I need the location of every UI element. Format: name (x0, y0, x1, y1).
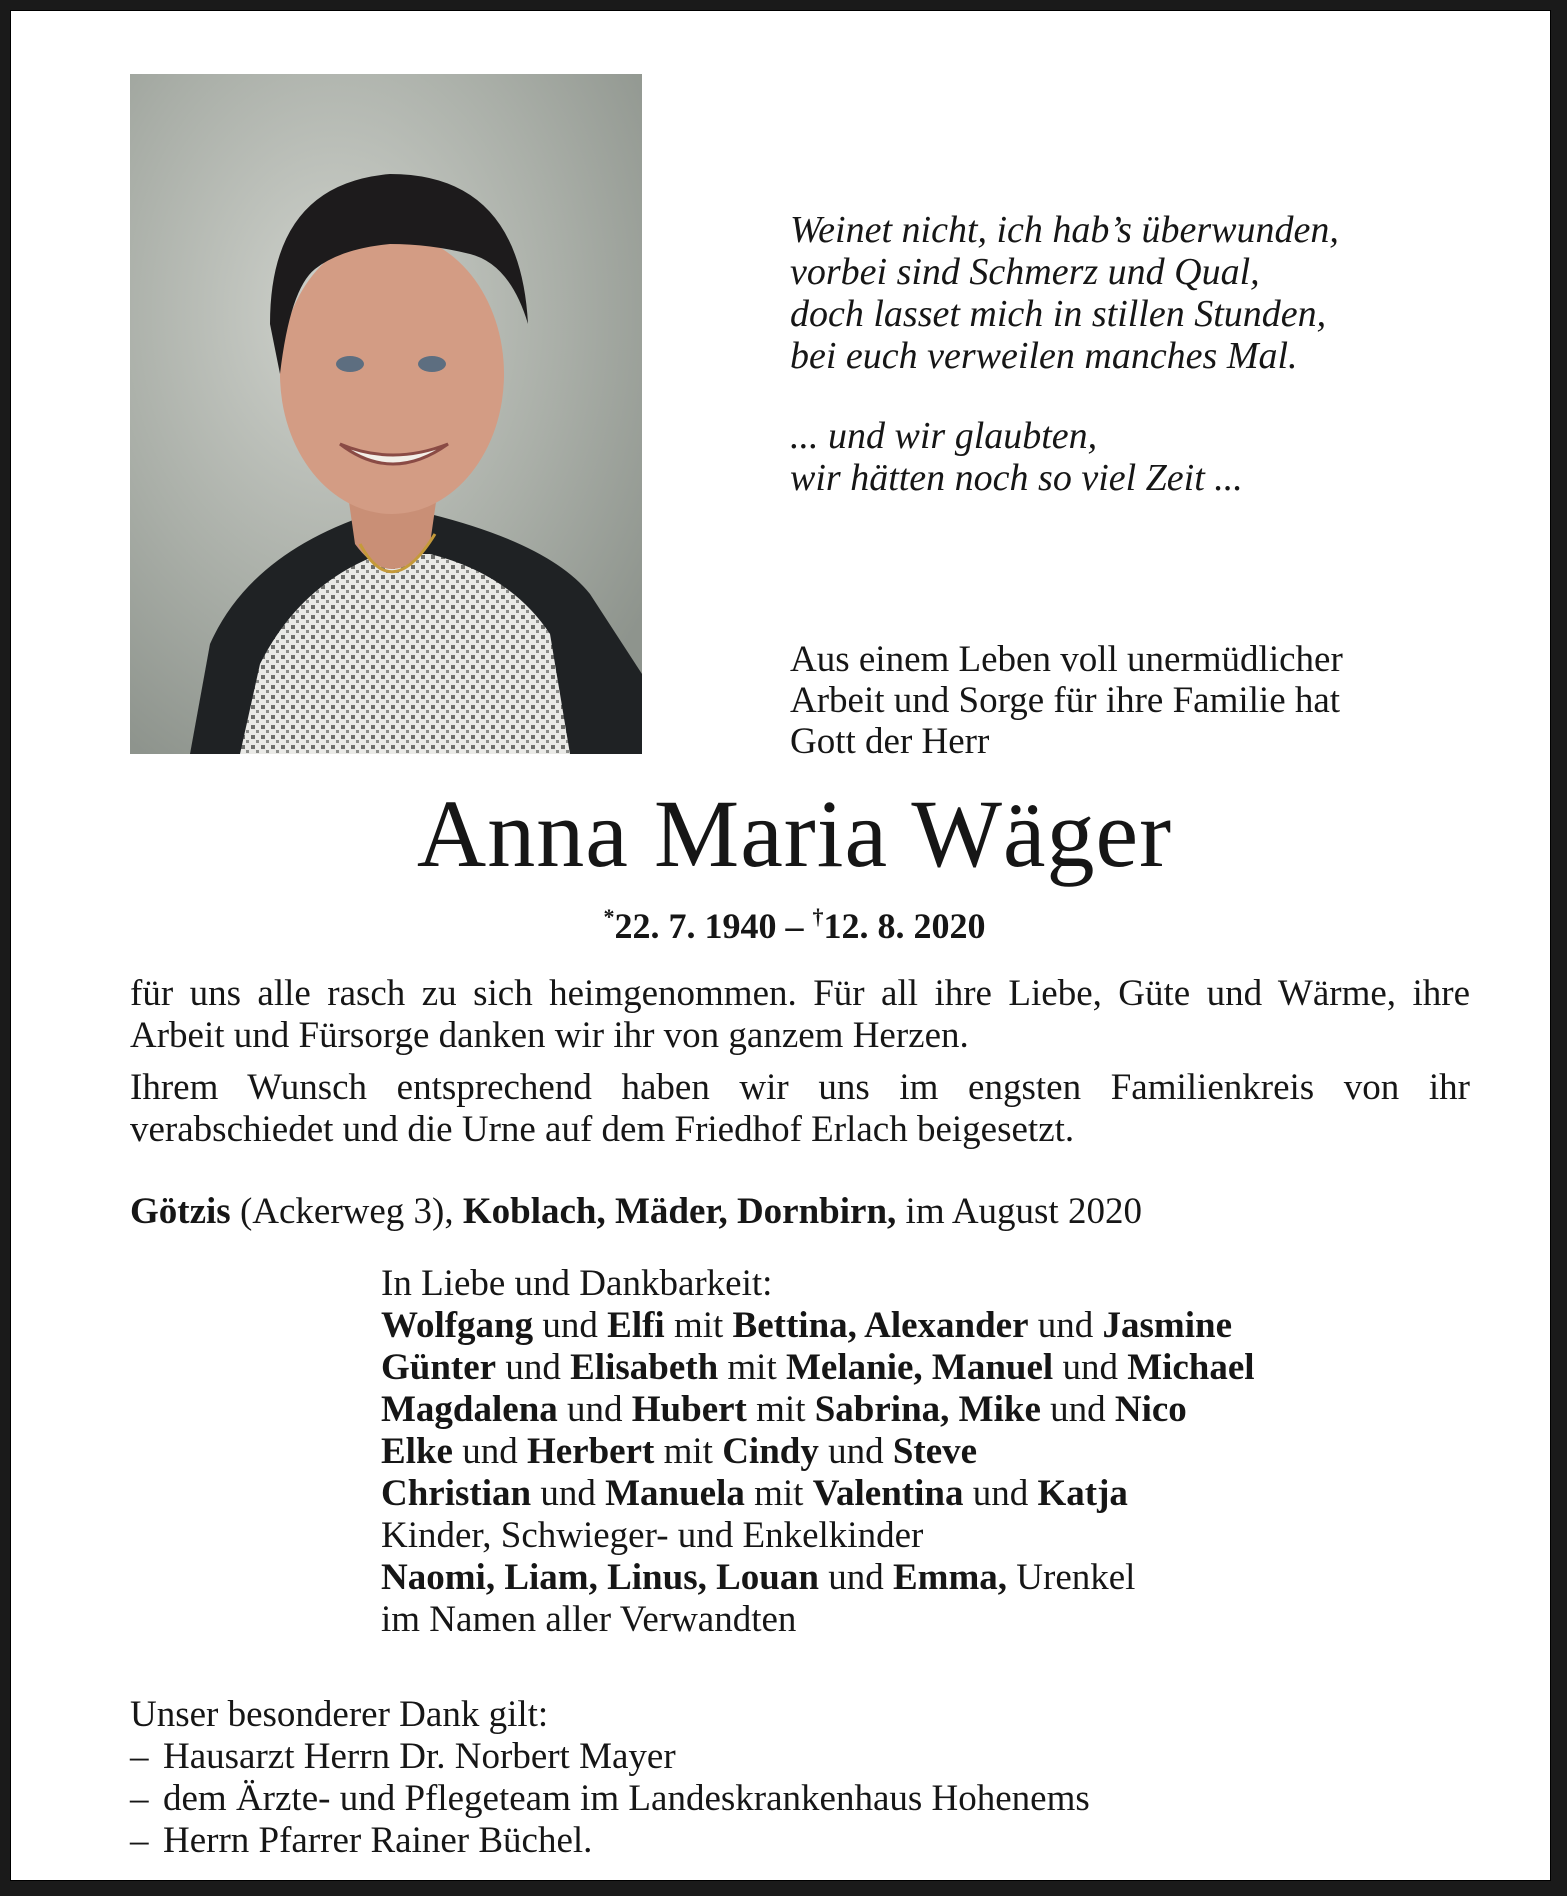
family-name: Nico (1114, 1389, 1187, 1430)
family-heading: In Liebe und Dankbarkeit: (381, 1263, 773, 1304)
death-date: 12. 8. 2020 (823, 906, 986, 946)
obituary-notice (10, 10, 1551, 1881)
family-line (381, 1431, 1255, 1473)
portrait-photo (130, 74, 642, 754)
family-name: Herbert (526, 1431, 655, 1472)
family-name: Magdalena (381, 1389, 558, 1430)
family-closing: im Namen aller Verwandten (381, 1599, 797, 1640)
birth-date: 22. 7. 1940 (614, 906, 777, 946)
family-line (381, 1557, 1255, 1599)
intro-line: Aus einem Leben voll unermüdlicher (790, 639, 1343, 680)
family-name: Sabrina, Mike (814, 1389, 1041, 1430)
family-connector: mit (744, 1473, 813, 1514)
poem (790, 209, 1339, 537)
poem-line: ... und wir glaubten, (790, 415, 1098, 457)
thanks-item (130, 1820, 1090, 1862)
family-name: Bettina, Alexander (732, 1305, 1029, 1346)
family-connector: und (496, 1347, 571, 1388)
family-connector: und (533, 1305, 608, 1346)
family-connector: und (818, 1557, 893, 1598)
birth-symbol: * (603, 904, 615, 929)
thanks-item-text: dem Ärzte- und Pflegeteam im Landeskrankenhaus Hohenems (163, 1778, 1090, 1819)
thanks-item-text: Herrn Pfarrer Rainer Büchel. (163, 1820, 593, 1861)
family-connector: und (1040, 1389, 1115, 1430)
family-name: Jasmine (1102, 1305, 1233, 1346)
family-connector: und (963, 1473, 1038, 1514)
family-name: Naomi, Liam, Linus, Louan (381, 1557, 819, 1598)
place-address: (Ackerweg 3), (230, 1191, 463, 1232)
place-date: im August 2020 (896, 1191, 1142, 1232)
family-connector: und (1053, 1347, 1128, 1388)
family-name: Christian (381, 1473, 532, 1514)
family-name: Valentina (812, 1473, 964, 1514)
family-connector: und (557, 1389, 632, 1430)
family-name: Elfi (607, 1305, 665, 1346)
family-name: Katja (1037, 1473, 1128, 1514)
family-line (381, 1347, 1255, 1389)
place-towns: Koblach, Mäder, Dornbirn, (462, 1191, 897, 1232)
life-dates (11, 895, 1567, 948)
family-name: Cindy (722, 1431, 819, 1472)
family-name: Elisabeth (570, 1347, 719, 1388)
family-relatives: Kinder, Schwieger- und Enkelkinder (381, 1515, 924, 1556)
family-line (381, 1305, 1255, 1347)
body-text (130, 973, 1470, 1161)
family-name: Steve (892, 1431, 978, 1472)
family-connector: Urenkel (1007, 1557, 1136, 1598)
family-connector: und (818, 1431, 893, 1472)
family-name: Hubert (631, 1389, 747, 1430)
intro-line: Gott der Herr (790, 721, 990, 762)
intro-text (790, 639, 1470, 762)
dash-bullet: – (130, 1778, 149, 1819)
family-connector: mit (718, 1347, 786, 1388)
poem-stanza (790, 209, 1339, 377)
body-paragraph: Ihrem Wunsch entsprechend haben wir uns im engsten Familienkreis von ihr verabschiedet und die Urne auf dem Friedhof Erlach beigesetzt. (130, 1067, 1470, 1150)
poem-line: Weinet nicht, ich hab’s überwunden, (790, 209, 1339, 251)
dash-bullet: – (130, 1820, 149, 1861)
portrait-image (130, 74, 642, 754)
family-name: Elke (381, 1431, 453, 1472)
family-connector: und (452, 1431, 527, 1472)
family-line (381, 1473, 1255, 1515)
date-separator: – (785, 906, 804, 946)
intro-line: Arbeit und Sorge für ihre Familie hat (790, 680, 1341, 721)
family-name: Michael (1127, 1347, 1255, 1388)
death-symbol: † (812, 904, 824, 929)
poem-stanza (790, 415, 1339, 499)
family-name: Günter (381, 1347, 497, 1388)
poem-line: wir hätten noch so viel Zeit ... (790, 457, 1243, 499)
thanks-heading: Unser besonderer Dank gilt: (130, 1694, 549, 1735)
poem-line: vorbei sind Schmerz und Qual, (790, 251, 1260, 293)
family-list (381, 1263, 1255, 1641)
body-paragraph: für uns alle rasch zu sich heimgenommen. Für all ihre Liebe, Güte und Wärme, ihre Arbeit und Fürsorge danken wir ihr von ganzem Herzen. (130, 973, 1470, 1056)
poem-line: doch lasset mich in stillen Stunden, (790, 293, 1327, 335)
dash-bullet: – (130, 1736, 149, 1777)
family-connector: mit (746, 1389, 815, 1430)
family-name: Wolfgang (381, 1305, 534, 1346)
place-town: Götzis (130, 1191, 231, 1232)
family-name: Melanie, Manuel (786, 1347, 1054, 1388)
family-line (381, 1389, 1255, 1431)
thanks-item (130, 1778, 1090, 1820)
family-connector: und (1028, 1305, 1103, 1346)
thanks-item (130, 1736, 1090, 1778)
thanks-item-text: Hausarzt Herrn Dr. Norbert Mayer (163, 1736, 676, 1777)
family-name: Emma, (892, 1557, 1008, 1598)
place-date-line (130, 1191, 1142, 1233)
family-connector: mit (664, 1305, 733, 1346)
family-name: Manuela (605, 1473, 745, 1514)
thanks-section (130, 1694, 1090, 1862)
poem-line: bei euch verweilen manches Mal. (790, 335, 1298, 377)
family-connector: und (531, 1473, 606, 1514)
deceased-name: Anna Maria Wäger (416, 780, 1173, 887)
family-connector: mit (654, 1431, 723, 1472)
